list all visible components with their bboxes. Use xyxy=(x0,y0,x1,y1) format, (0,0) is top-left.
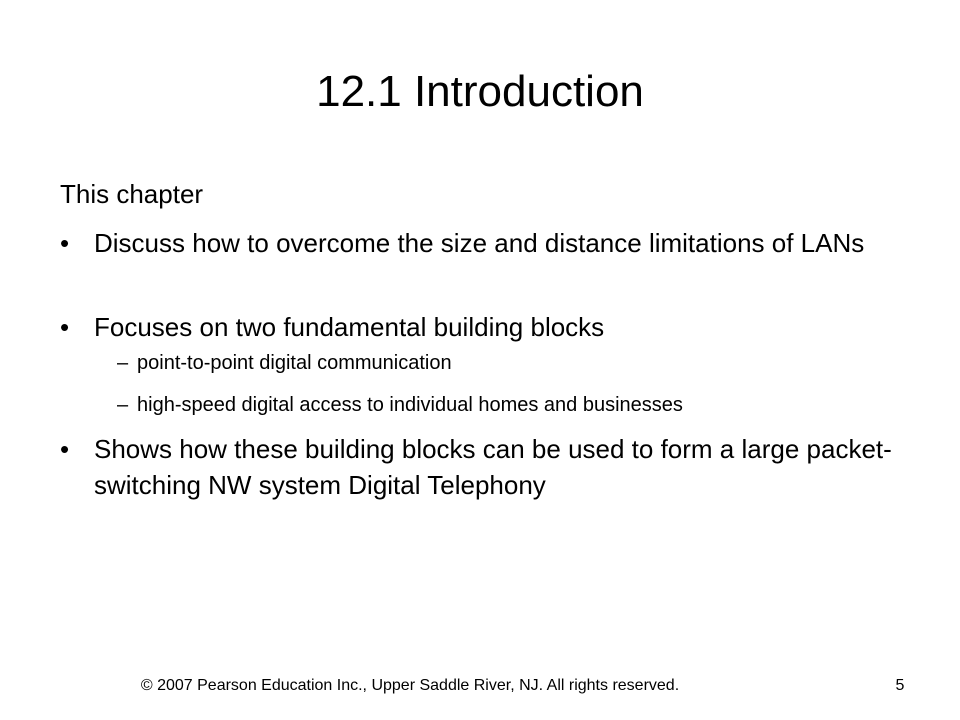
bullet-text: Focuses on two fundamental building blocks xyxy=(94,312,605,342)
bullet-item-2 xyxy=(60,309,900,345)
sub-bullet-item-1 xyxy=(117,349,907,377)
sub-bullet-text: high-speed digital access to individual homes and businesses xyxy=(137,394,683,416)
bullet-item-3 xyxy=(60,431,900,503)
bullet-marker: • xyxy=(60,312,70,342)
bullet-text: Discuss how to overcome the size and distance limitations of LANs xyxy=(94,228,865,258)
bullet-marker: • xyxy=(60,434,70,464)
bullet-item-1 xyxy=(60,225,900,261)
bullet-text: Shows how these building blocks can be used to form a large packet-switching NW system Digital Telephony xyxy=(94,434,892,500)
intro-text: This chapter xyxy=(60,179,204,209)
footer-copyright: © 2007 Pearson Education Inc., Upper Saddle River, NJ. All rights reserved. xyxy=(140,677,680,694)
sub-bullet-item-2 xyxy=(117,391,907,419)
slide-title: 12.1 Introduction xyxy=(316,67,644,116)
page-number: 5 xyxy=(895,677,905,694)
sub-bullet-marker: – xyxy=(117,352,129,374)
bullet-marker: • xyxy=(60,228,70,258)
sub-bullet-text: point-to-point digital communication xyxy=(137,352,452,374)
sub-bullet-marker: – xyxy=(117,394,129,416)
